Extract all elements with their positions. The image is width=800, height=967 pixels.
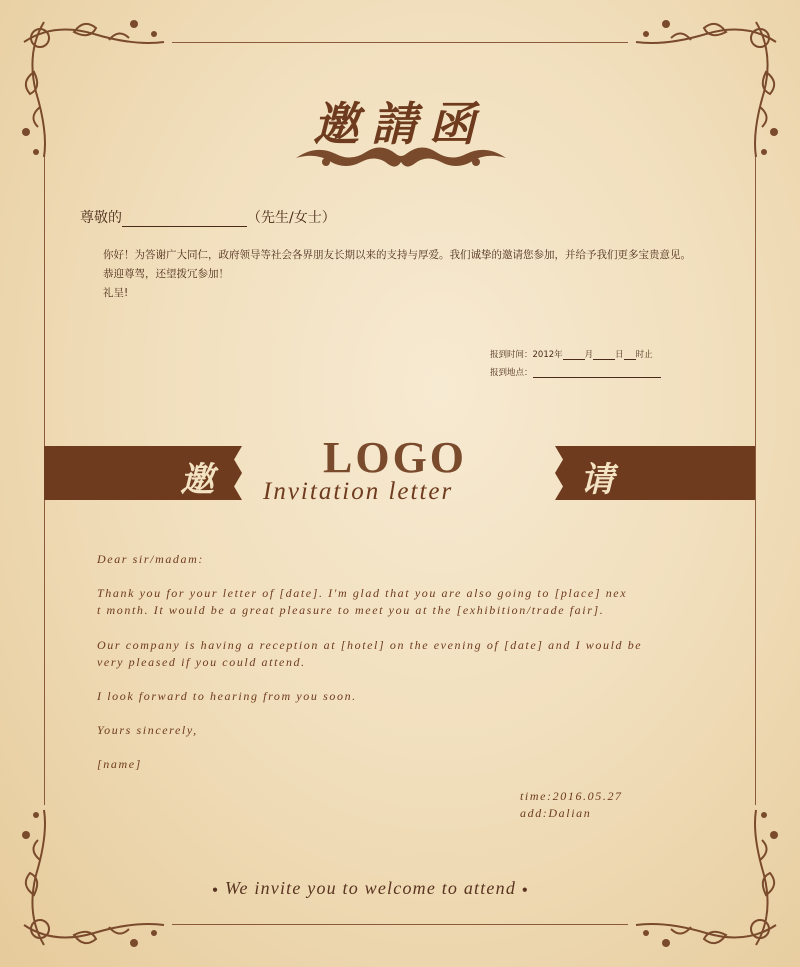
- body-cn-line-2: 恭迎尊驾，还望拨冗参加！: [103, 268, 229, 280]
- body-cn: [103, 246, 753, 303]
- body-cn-line-1: 你好！为答谢广大同仁，政府领导等社会各界朋友长期以来的支持与厚爱。我们诚挚的邀请您参加，并给予我们更多宝贵意见。: [103, 249, 691, 261]
- band-left-char: 邀: [180, 460, 214, 500]
- letter-p2-line2: very pleased if you could attend.: [97, 655, 306, 669]
- cloud-ornament-icon: [296, 140, 506, 170]
- letter-p1-line1: Thank you for your letter of [date]. I'm glad that you are also going to [place] nex: [97, 586, 628, 600]
- body-cn-line-3: 礼呈!: [103, 287, 129, 299]
- letter-p1-line2: t month. It would be a great pleasure to meet you at the [exhibition/trade fair].: [97, 603, 605, 617]
- frame-bottom-line: [172, 924, 628, 925]
- corner-ornament-bottom-right: [626, 805, 786, 955]
- month-blank: [563, 350, 585, 360]
- name-blank-line: [122, 212, 247, 227]
- frame-right-line: [755, 150, 756, 805]
- page-title: 邀請函: [313, 97, 487, 151]
- letter-address: add:Dalian: [520, 806, 592, 820]
- day-blank: [593, 350, 615, 360]
- letter-closing: Yours sincerely,: [97, 723, 198, 737]
- band-right-char: 请: [580, 460, 614, 500]
- salutation: [80, 207, 336, 227]
- invitation-letter-subtitle: Invitation letter: [263, 478, 454, 505]
- report-month-label: 月: [584, 350, 594, 360]
- place-blank: [533, 368, 661, 378]
- footer-tagline: [212, 878, 529, 899]
- report-hour-label: 时止: [635, 350, 653, 360]
- corner-ornament-bottom-left: [14, 805, 174, 955]
- salutation-prefix: 尊敬的: [80, 210, 122, 226]
- letter-p3: I look forward to hearing from you soon.: [97, 689, 357, 703]
- logo: LOGO: [323, 433, 468, 482]
- report-time: [490, 348, 653, 360]
- letter-greeting: Dear sir/madam:: [97, 552, 204, 566]
- footer-dot-icon: ●: [212, 884, 220, 896]
- report-place: [490, 366, 661, 378]
- salutation-suffix: （先生/女士）: [247, 210, 336, 226]
- hour-blank: [624, 350, 636, 360]
- report-place-label: 报到地点：: [490, 368, 533, 378]
- letter-name: [name]: [97, 757, 142, 771]
- frame-top-line: [172, 42, 628, 43]
- footer-text: We invite you to welcome to attend: [224, 878, 517, 898]
- letter-p2-line1: Our company is having a reception at [hotel] on the evening of [date] and I would be: [97, 638, 643, 652]
- report-time-label: 报到时间：2012年: [490, 350, 563, 360]
- footer-dot-icon: ●: [521, 884, 529, 896]
- letter-time: time:2016.05.27: [520, 789, 623, 803]
- report-day-label: 日: [615, 350, 624, 360]
